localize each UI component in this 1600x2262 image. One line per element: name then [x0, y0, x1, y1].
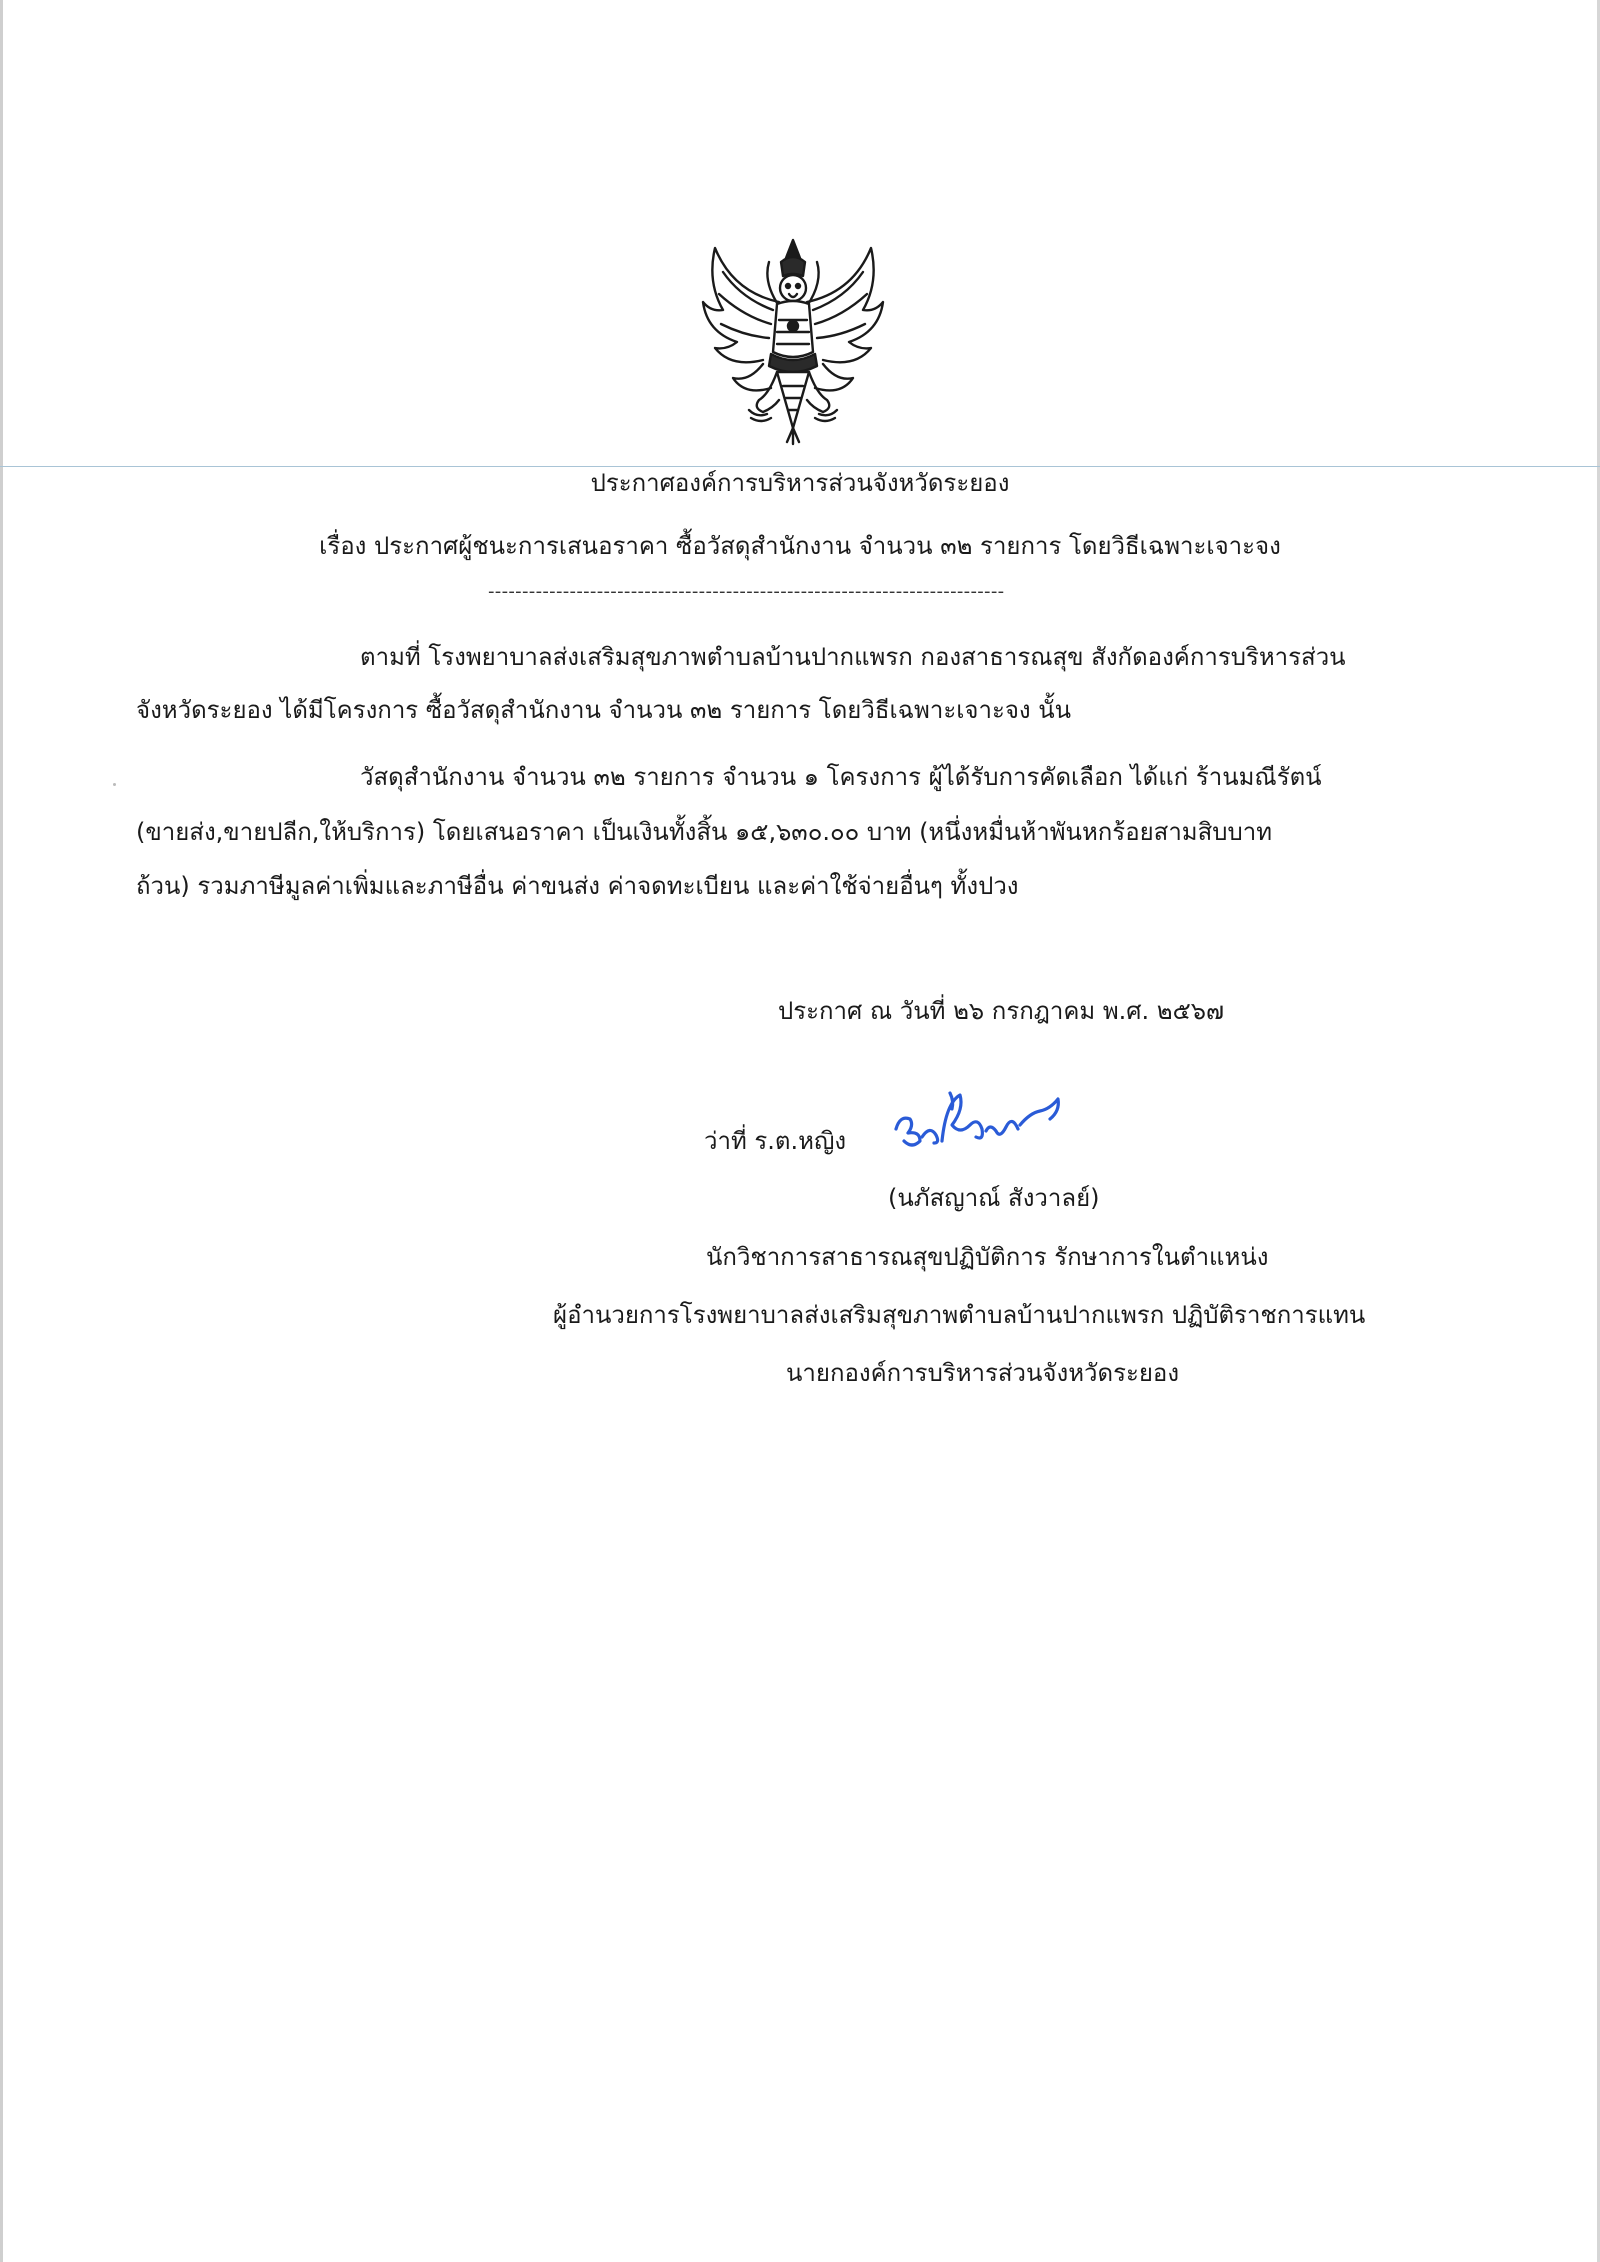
paragraph-2-line-3: ถ้วน) รวมภาษีมูลค่าเพิ่มและภาษีอื่น ค่าขนส่ง ค่าจดทะเบียน และค่าใช้จ่ายอื่นๆ ทั้งปวง: [136, 872, 1019, 900]
paragraph-2-line-2: (ขายส่ง,ขายปลีก,ให้บริการ) โดยเสนอราคา เป็นเงินทั้งสิ้น ๑๕,๖๓๐.๐๐ บาท (หนึ่งหมื่นห้าพันหกร้อยสามสิบบาท: [136, 818, 1273, 846]
paragraph-1-line-2: จังหวัดระยอง ได้มีโครงการ ซื้อวัสดุสำนักงาน จำนวน ๓๒ รายการ โดยวิธีเฉพาะเจาะจง นั้น: [136, 696, 1072, 724]
position-line-2: ผู้อำนวยการโรงพยาบาลส่งเสริมสุขภาพตำบลบ้านปากแพรก ปฏิบัติราชการแทน: [553, 1301, 1366, 1329]
signer-rank: ว่าที่ ร.ต.หญิง: [704, 1127, 847, 1155]
position-line-1: นักวิชาการสาธารณสุขปฏิบัติการ รักษาการในตำแหน่ง: [706, 1243, 1269, 1271]
document-subject: เรื่อง ประกาศผู้ชนะการเสนอราคา ซื้อวัสดุสำนักงาน จำนวน ๓๒ รายการ โดยวิธีเฉพาะเจาะจง: [319, 532, 1281, 560]
garuda-emblem-icon: [693, 232, 893, 446]
paragraph-1-line-1: ตามที่ โรงพยาบาลส่งเสริมสุขภาพตำบลบ้านปากแพรก กองสาธารณสุข สังกัดองค์การบริหารส่วน: [360, 643, 1346, 671]
position-line-3: นายกองค์การบริหารส่วนจังหวัดระยอง: [786, 1359, 1180, 1387]
signer-name: (นภัสญาณ์ สังวาลย์): [888, 1184, 1100, 1212]
page-edge-left: [0, 0, 3, 2262]
scan-speck: [113, 783, 116, 786]
section-divider: ----------------------------------------------------------------------------: [488, 581, 1005, 602]
paragraph-2-line-1: วัสดุสำนักงาน จำนวน ๓๒ รายการ จำนวน ๑ โครงการ ผู้ได้รับการคัดเลือก ได้แก่ ร้านมณีรัตน์: [360, 763, 1322, 791]
document-title: ประกาศองค์การบริหารส่วนจังหวัดระยอง: [590, 469, 1010, 497]
announcement-date: ประกาศ ณ วันที่ ๒๖ กรกฎาคม พ.ศ. ๒๕๖๗: [778, 997, 1225, 1025]
handwritten-signature-icon: [890, 1085, 1080, 1155]
